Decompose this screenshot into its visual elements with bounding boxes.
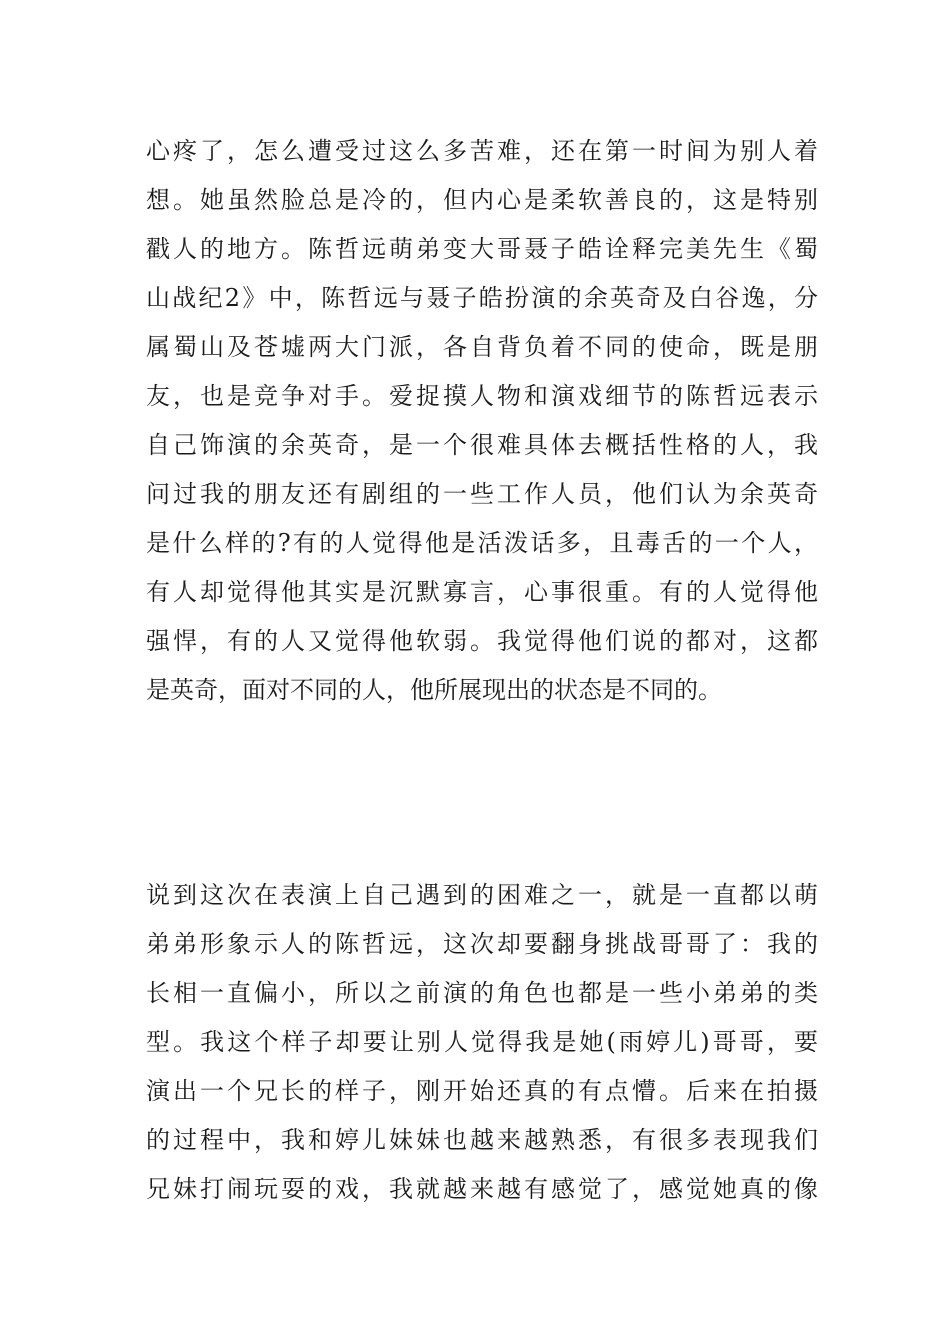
text-line: 心疼了，怎么遭受过这么多苦难，还在第一时间为别人着 (146, 137, 818, 165)
text-line: 问过我的朋友还有剧组的一些工作人员，他们认为余英奇 (146, 480, 818, 508)
text-line: 山战纪2》中，陈哲远与聂子皓扮演的余英奇及白谷逸，分 (146, 284, 818, 312)
text-line: 属蜀山及苍墟两大门派，各自背负着不同的使命，既是朋 (146, 333, 818, 361)
text-line: 友，也是竞争对手。爱捉摸人物和演戏细节的陈哲远表示 (146, 382, 818, 410)
paragraph-1 (146, 127, 818, 715)
text-line: 演出一个兄长的样子，刚开始还真的有点懵。后来在拍摄 (146, 1077, 818, 1105)
text-line: 戳人的地方。陈哲远萌弟变大哥聂子皓诠释完美先生《蜀 (146, 235, 818, 263)
text-line: 弟弟形象示人的陈哲远，这次却要翻身挑战哥哥了：我的 (146, 930, 818, 958)
text-line: 想。她虽然脸总是冷的，但内心是柔软善良的，这是特别 (146, 186, 818, 214)
text-line: 有人却觉得他其实是沉默寡言，心事很重。有的人觉得他 (146, 578, 818, 606)
text-line: 兄妹打闹玩耍的戏，我就越来越有感觉了，感觉她真的像 (146, 1175, 818, 1203)
text-line: 是英奇，面对不同的人，他所展现出的状态是不同的。 (146, 676, 722, 704)
paragraph-2 (146, 871, 818, 1214)
text-line: 说到这次在表演上自己遇到的困难之一，就是一直都以萌 (146, 881, 818, 909)
text-line: 强悍，有的人又觉得他软弱。我觉得他们说的都对，这都 (146, 627, 818, 655)
text-line: 自己饰演的余英奇，是一个很难具体去概括性格的人，我 (146, 431, 818, 459)
text-line: 的过程中，我和婷儿妹妹也越来越熟悉，有很多表现我们 (146, 1126, 818, 1154)
text-line: 型。我这个样子却要让别人觉得我是她(雨婷儿)哥哥，要 (146, 1028, 818, 1056)
text-line: 长相一直偏小，所以之前演的角色也都是一些小弟弟的类 (146, 979, 818, 1007)
text-line: 是什么样的?有的人觉得他是活泼话多，且毒舌的一个人， (146, 529, 818, 557)
